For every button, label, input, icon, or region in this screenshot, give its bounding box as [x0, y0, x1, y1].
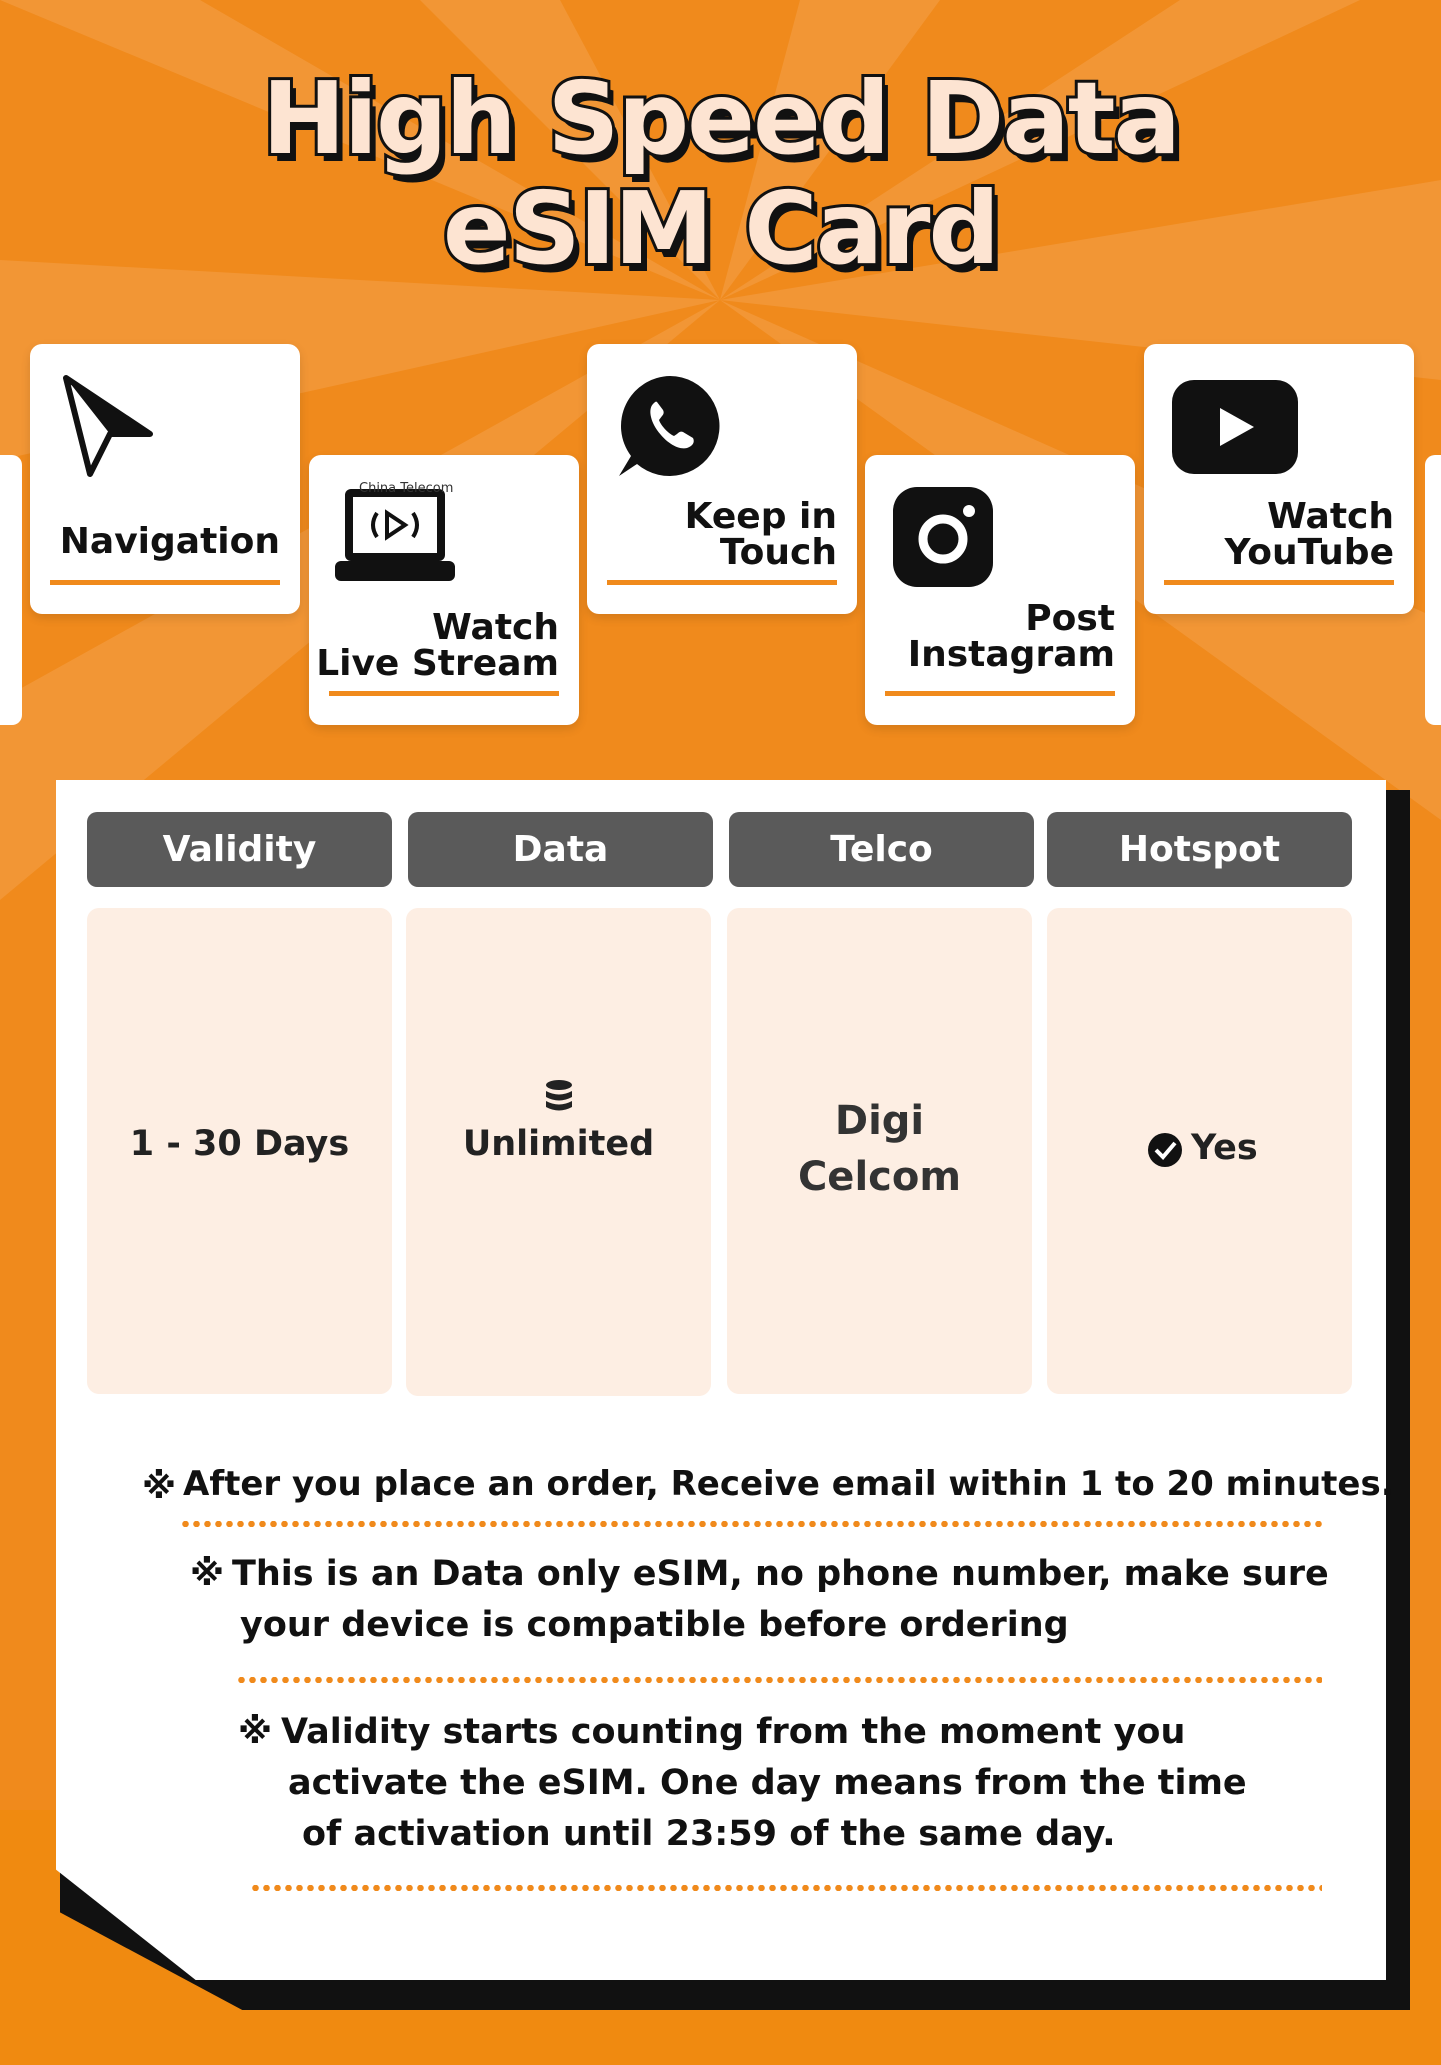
- telco-value-2: Celcom: [797, 1154, 962, 1200]
- feature-label: Navigation: [59, 521, 280, 562]
- feature-underline: [50, 580, 280, 585]
- cell-data: [406, 908, 711, 1396]
- navigation-arrow-icon: [58, 372, 158, 486]
- header-telco: Telco: [729, 812, 1034, 887]
- note-validity-line3: of activation until 23:59 of the same day.: [302, 1814, 1116, 1854]
- feature-label: Watch YouTube: [1224, 496, 1394, 573]
- edge-card-left: [0, 455, 22, 725]
- note-data-only-line2: your device is compatible before ordering: [240, 1605, 1069, 1645]
- page-title-line1: High Speed Data: [262, 60, 1179, 177]
- cell-telco: [727, 908, 1032, 1394]
- database-icon: [544, 1080, 574, 1116]
- hotspot-value: Yes: [1191, 1128, 1258, 1168]
- note-mark: ※: [190, 1554, 225, 1594]
- instagram-icon: [893, 487, 993, 591]
- page-title-line2: eSIM Card: [442, 170, 999, 287]
- whatsapp-icon: [615, 372, 725, 486]
- note-validity-line2: activate the eSIM. One day means from the time: [288, 1763, 1247, 1803]
- dotted-divider: [180, 1521, 1322, 1527]
- feature-label: Watch Live Stream: [316, 607, 559, 684]
- feature-label: Post Instagram: [907, 598, 1115, 675]
- header-hotspot: Hotspot: [1047, 812, 1352, 887]
- note-mark: ※: [142, 1467, 177, 1507]
- feature-label: Keep in Touch: [684, 496, 837, 573]
- cell-validity: [87, 908, 392, 1394]
- feature-card-instagram: [865, 455, 1135, 725]
- feature-card-navigation: [30, 344, 300, 614]
- live-stream-laptop-icon: [335, 485, 455, 589]
- feature-card-keep-in-touch: [587, 344, 857, 614]
- note-data-only-line1: This is an Data only eSIM, no phone number, make sure: [232, 1554, 1329, 1594]
- feature-underline: [607, 580, 837, 585]
- check-circle-icon: [1147, 1132, 1183, 1172]
- cell-hotspot: [1047, 908, 1352, 1394]
- icon-caption: China Telecom: [359, 481, 454, 496]
- note-order-email: After you place an order, Receive email within 1 to 20 minutes.: [183, 1464, 1394, 1504]
- header-data: Data: [408, 812, 713, 887]
- feature-underline: [329, 691, 559, 696]
- dotted-divider: [236, 1677, 1322, 1683]
- edge-card-right: [1425, 455, 1441, 725]
- feature-card-live-stream: [309, 455, 579, 725]
- feature-underline: [1164, 580, 1394, 585]
- telco-value-1: Digi: [834, 1098, 925, 1144]
- feature-card-youtube: [1144, 344, 1414, 614]
- note-mark: ※: [238, 1712, 273, 1752]
- dotted-divider: [250, 1885, 1322, 1891]
- validity-value: 1 - 30 Days: [129, 1124, 350, 1164]
- header-validity: Validity: [87, 812, 392, 887]
- data-value: Unlimited: [462, 1124, 655, 1164]
- note-validity-line1: Validity starts counting from the moment you: [281, 1712, 1186, 1752]
- feature-underline: [885, 691, 1115, 696]
- youtube-icon: [1172, 380, 1298, 478]
